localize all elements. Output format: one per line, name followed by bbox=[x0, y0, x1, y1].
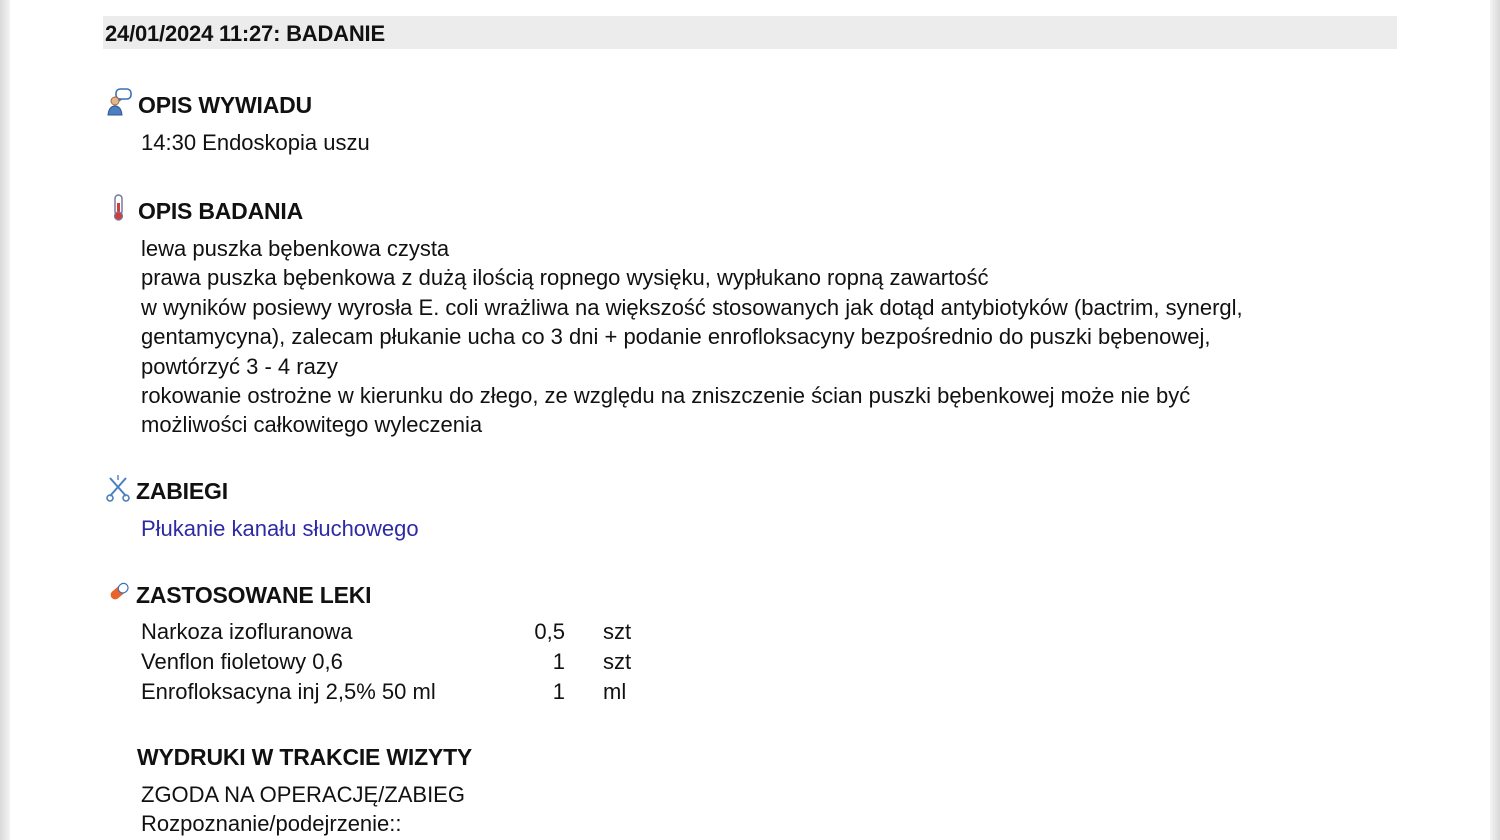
table-row bbox=[141, 617, 631, 647]
medication-name: Venflon fioletowy 0,6 bbox=[141, 649, 343, 675]
medication-unit: szt bbox=[603, 619, 632, 645]
section-history-body bbox=[141, 128, 1381, 157]
procedure-item[interactable]: Płukanie kanału słuchowego bbox=[141, 516, 419, 541]
interview-note-icon bbox=[106, 88, 134, 118]
medications-table bbox=[141, 617, 631, 707]
thermometer-icon bbox=[106, 194, 134, 224]
medication-qty: 1 bbox=[552, 679, 565, 705]
section-procedures-body bbox=[141, 514, 1381, 543]
section-printouts-body bbox=[141, 780, 1381, 839]
medication-qty: 1 bbox=[552, 649, 565, 675]
page-left-edge bbox=[0, 0, 10, 840]
exam-line: gentamycyna), zalecam płukanie ucha co 3 dni + podanie enrofloksacyny bezpośrednio do puszki bębenowej, bbox=[141, 324, 1211, 350]
scissors-icon bbox=[106, 474, 134, 504]
medication-name: Enrofloksacyna inj 2,5% 50 ml bbox=[141, 679, 436, 705]
exam-line: w wyników posiewy wyrosła E. coli wrażliwa na większość stosowanych jak dotąd antybiotyków (bactrim, synergl, bbox=[141, 294, 1243, 320]
section-exam-body bbox=[141, 234, 1381, 440]
table-row bbox=[141, 647, 631, 677]
section-history-title: OPIS WYWIADU bbox=[138, 92, 312, 118]
exam-line: lewa puszka bębenkowa czysta bbox=[141, 236, 450, 261]
section-exam-title: OPIS BADANIA bbox=[138, 198, 304, 224]
printout-line: Rozpoznanie/podejrzenie:: bbox=[141, 811, 402, 837]
section-printouts-title: WYDRUKI W TRAKCIE WIZYTY bbox=[137, 744, 473, 770]
table-row bbox=[141, 677, 631, 707]
medication-name: Narkoza izofluranowa bbox=[141, 619, 353, 645]
section-medications-title: ZASTOSOWANE LEKI bbox=[136, 582, 372, 608]
pill-icon bbox=[106, 578, 134, 608]
medication-unit: ml bbox=[603, 679, 627, 705]
printout-line: ZGODA NA OPERACJĘ/ZABIEG bbox=[141, 782, 465, 807]
visit-header-title: 24/01/2024 11:27: BADANIE bbox=[105, 21, 385, 46]
section-medications-body bbox=[141, 617, 1381, 707]
exam-line: rokowanie ostrożne w kierunku do złego, ze względu na zniszczenie ścian puszki bębenkowej może nie być bbox=[141, 383, 1191, 409]
medication-qty: 0,5 bbox=[534, 619, 565, 645]
exam-line: powtórzyć 3 - 4 razy bbox=[141, 353, 338, 379]
medication-unit: szt bbox=[603, 649, 632, 675]
exam-line: prawa puszka bębenkowa z dużą ilością ropnego wysięku, wypłukano ropną zawartość bbox=[141, 265, 989, 291]
page-right-edge bbox=[1490, 0, 1500, 840]
exam-line: możliwości całkowitego wyleczenia bbox=[141, 412, 483, 438]
visit-header bbox=[103, 16, 1397, 49]
history-line: 14:30 Endoskopia uszu bbox=[141, 130, 370, 155]
section-procedures-title: ZABIEGI bbox=[136, 478, 228, 504]
